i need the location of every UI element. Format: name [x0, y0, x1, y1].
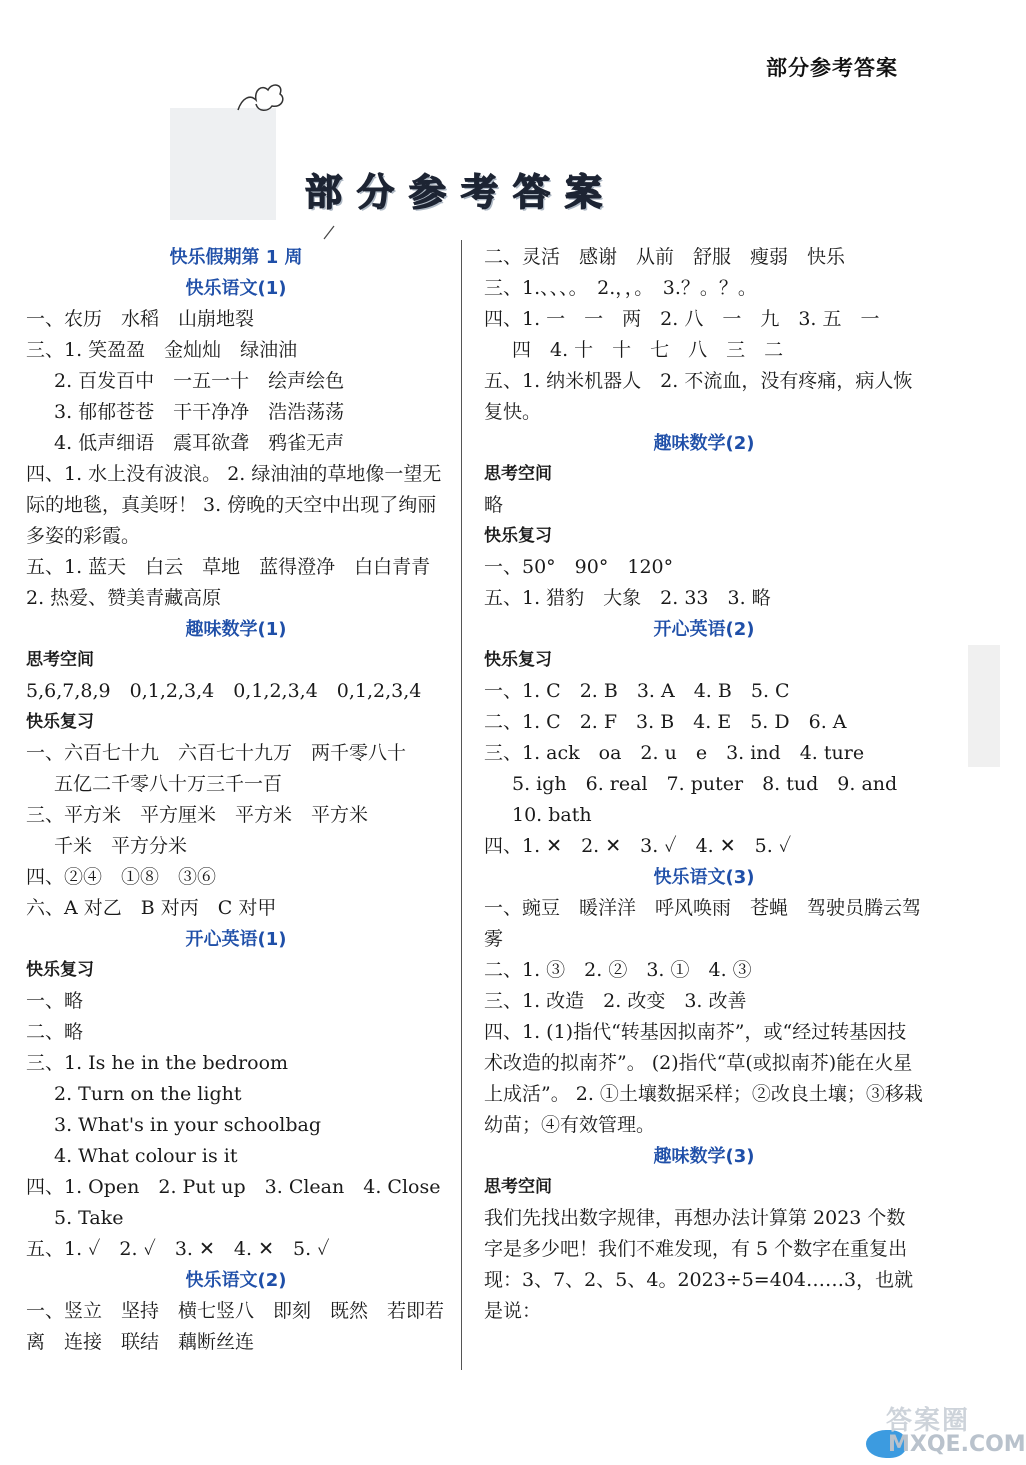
answer-paragraph: 四、1. 水上没有波浪。 2. 绿油油的草地像一望无际的地毯，真美呀！ 3. 傍晚的天空中出现了绚丽多姿的彩霞。: [26, 463, 442, 547]
subsection-label: 快乐复习: [26, 960, 94, 980]
answer-line: 三、1. Is he in the bedroom: [26, 1052, 289, 1074]
subsection-label: 快乐复习: [484, 650, 552, 670]
answer-line: 3. 郁郁苍苍 干干净净 浩浩荡荡: [54, 401, 345, 423]
watermark-top-text: 答案圈: [886, 1406, 971, 1436]
section-heading: 趣味数学(3): [653, 1146, 755, 1167]
answer-line: 五亿二千零八十万三千一百: [54, 773, 283, 795]
subsection-label: 思考空间: [26, 650, 94, 670]
section-heading: 快乐假期第 1 周: [169, 247, 303, 268]
side-scan-mark: [968, 645, 1000, 767]
left-answer-column: [26, 242, 450, 1358]
answer-line: 2. 百发百中 一五一十 绘声绘色: [54, 370, 345, 392]
answer-line: 二、灵活 感谢 从前 舒服 瘦弱 快乐: [484, 246, 846, 268]
section-heading: 快乐语文(2): [185, 1270, 287, 1291]
answer-paragraph: 五、1. 纳米机器人 2. 不流血，没有疼痛，病人恢复快。: [484, 370, 913, 423]
answer-line: 一、1. C 2. B 3. A 4. B 5. C: [484, 680, 790, 702]
answer-line: 三、平方米 平方厘米 平方米 平方米: [26, 804, 369, 826]
answer-line: 五、1. ✓ 2. ✓ 3. ✕ 4. ✕ 5. ✓: [26, 1238, 330, 1260]
answer-paragraph: 一、竖立 坚持 横七竖八 即刻 既然 若即若离 连接 联结 藕断丝连: [26, 1300, 445, 1353]
answer-line: 10. bath: [512, 804, 592, 826]
banner-title: 部分参考答案: [305, 171, 617, 214]
answer-line: 三、1. 笑盈盈 金灿灿 绿油油: [26, 339, 298, 361]
page-header-title: 部分参考答案: [766, 56, 898, 80]
answer-line: 二、1. ③ 2. ② 3. ① 4. ③: [484, 959, 752, 981]
answer-line: 4. What colour is it: [54, 1145, 238, 1167]
answer-paragraph: 5,6,7,8,9 0,1,2,3,4 0,1,2,3,4 0,1,2,3,4: [26, 680, 422, 702]
answer-paragraph: 一、豌豆 暖洋洋 呼风唤雨 苍蝇 驾驶员腾云驾雾: [484, 897, 922, 950]
answer-line: 四、1. ✕ 2. ✕ 3. ✓ 4. ✕ 5. ✓: [484, 835, 792, 857]
section-heading: 趣味数学(1): [185, 619, 287, 640]
answer-line: 一、略: [26, 990, 84, 1012]
subsection-label: 快乐复习: [484, 526, 552, 546]
answer-line: 一、50° 90° 120°: [484, 556, 674, 578]
answer-line: 四 4. 十 十 七 八 三 二: [512, 339, 784, 361]
answer-paragraph: 四、1. (1)指代“转基因拟南芥”，或“经过转基因技术改造的拟南芥”。 (2)指代“草(或拟南芥)能在火星上成活”。 2. ①土壤数据采样；②改良土壤；③移栽幼苗；④有效管理。: [484, 1021, 923, 1136]
answer-line: 5. igh 6. real 7. puter 8. tud 9. and: [512, 773, 898, 795]
slash-mark-icon: [322, 224, 336, 240]
answer-line: 一、农历 水稻 山崩地裂: [26, 308, 255, 330]
answer-line: 三、1. ack oa 2. u e 3. ind 4. ture: [484, 742, 865, 764]
section-heading: 快乐语文(3): [653, 867, 755, 888]
answer-line: 三、1. 改造 2. 改变 3. 改善: [484, 990, 747, 1012]
watermark: [866, 1400, 1026, 1460]
answer-line: 4. 低声细语 震耳欲聋 鸦雀无声: [54, 432, 345, 454]
answer-line: 六、A 对乙 B 对丙 C 对甲: [26, 897, 277, 919]
section-heading: 开心英语(1): [185, 929, 287, 950]
section-heading: 开心英语(2): [653, 619, 755, 640]
answer-line: 三、1.、、、。 2.，，。 3.？。？。: [484, 277, 757, 299]
answer-paragraph: 五、1. 蓝天 白云 草地 蓝得澄净 白白青青 2. 热爱、赞美青藏高原: [26, 556, 450, 609]
right-answer-column: [484, 242, 924, 1327]
column-divider: [461, 240, 462, 1370]
decorative-box: [170, 108, 276, 220]
answer-line: 四、1. Open 2. Put up 3. Clean 4. Close: [26, 1176, 441, 1198]
subsection-label: 思考空间: [484, 464, 552, 484]
answer-line: 千米 平方分米: [54, 835, 188, 857]
answer-line: 2. Turn on the light: [54, 1083, 242, 1105]
answer-line: 五、1. 猎豹 大象 2. 33 3. 略: [484, 587, 771, 609]
answer-line: 四、1. 一 一 两 2. 八 一 九 3. 五 一: [484, 308, 880, 330]
flower-icon: [232, 76, 288, 116]
answer-line: 二、1. C 2. F 3. B 4. E 5. D 6. A: [484, 711, 847, 733]
section-heading: 趣味数学(2): [653, 433, 755, 454]
answer-line: 3. What's in your schoolbag: [54, 1114, 322, 1136]
section-heading: 快乐语文(1): [185, 278, 287, 299]
answer-line: 四、②④ ①⑧ ③⑥: [26, 866, 217, 888]
subsection-label: 思考空间: [484, 1177, 552, 1197]
answer-paragraph: 我们先找出数字规律，再想办法计算第 2023 个数字是多少吧！我们不难发现，有 5 个数字在重复出现：3、7、2、5、4。2023÷5=404……3，也就是说：: [484, 1207, 914, 1322]
answer-line: 一、六百七十九 六百七十九万 两千零八十: [26, 742, 407, 764]
answer-line: 5. Take: [54, 1207, 124, 1229]
answer-line: 二、略: [26, 1021, 84, 1043]
answer-line: 略: [484, 494, 504, 516]
subsection-label: 快乐复习: [26, 712, 94, 732]
watermark-bottom-text: MXQE.COM: [888, 1432, 1026, 1457]
